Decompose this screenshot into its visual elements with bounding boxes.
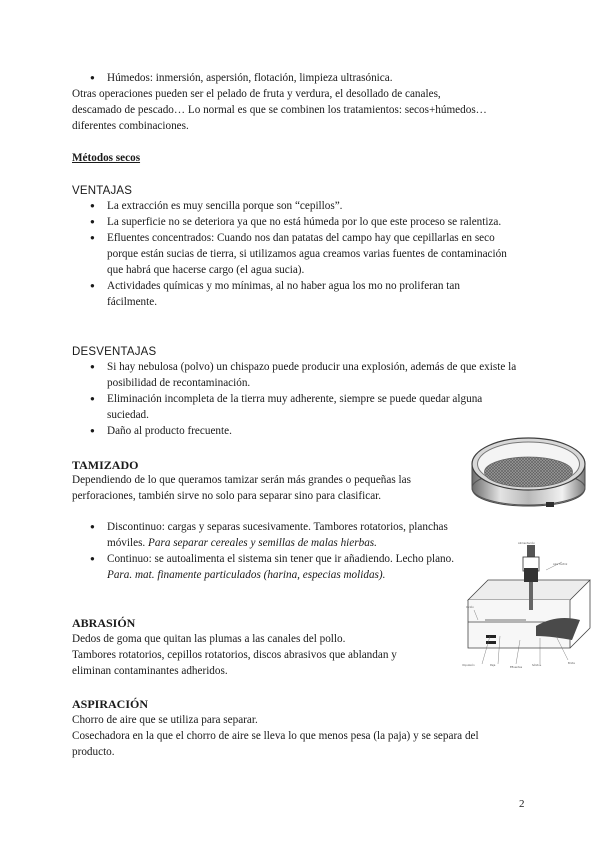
- list-item: ● La superficie no se deteriora ya que no está húmeda por lo que este proceso se ralentiza.: [72, 214, 512, 230]
- desventajas-list: [72, 359, 517, 439]
- item-example: Para separar cereales y semillas de malas hierbas.: [148, 537, 377, 549]
- section-heading-aspiracion: ASPIRACIÓN: [72, 697, 149, 711]
- list-item: [72, 519, 457, 551]
- item-text: Continuo: se autoalimenta el sistema sin tener que ir añadiendo. Lecho plano.: [107, 553, 455, 565]
- abrasion-line: Tambores rotatorios, cepillos rotatorios, discos abrasivos que ablandan y: [72, 649, 397, 661]
- abrasion-line: eliminan contaminantes adheridos.: [72, 665, 228, 677]
- sieve-icon: [466, 432, 591, 520]
- list-item: ● Si hay nebulosa (polvo) un chispazo puede producir una explosión, además de que existe la posibilidad de recontaminación.: [72, 359, 517, 391]
- svg-text:Impulsión: Impulsión: [462, 664, 475, 667]
- svg-text:Ciclón: Ciclón: [466, 606, 474, 609]
- item-text: Discontinuo: cargas y separas sucesivamente. Tambores rotatorios, planchas móviles.: [107, 521, 448, 549]
- intro-paragraph-line: descamado de pescado… Lo normal es que se combinen los tratamientos: secos+húmedos…: [72, 104, 487, 116]
- page-number: 2: [519, 798, 525, 810]
- list-item: ● La extracción es muy sencilla porque son “cepillos”.: [72, 198, 512, 214]
- list-item: ● Actividades químicas y mo mínimas, al no haber agua los mo no proliferan tan fácilmente.: [72, 278, 512, 310]
- section-heading-abrasion: ABRASIÓN: [72, 616, 136, 630]
- item-example: Para. mat. finamente particulados (harina, especias molidas).: [107, 569, 386, 581]
- svg-text:Alimentación: Alimentación: [518, 542, 535, 545]
- section-heading-tamizado: TAMIZADO: [72, 458, 139, 472]
- svg-text:Paja: Paja: [490, 664, 496, 667]
- list-item: [72, 551, 457, 583]
- ventajas-list: [72, 198, 512, 310]
- list-item: ● Eliminación incompleta de la tierra muy adherente, siempre se puede quedar alguna suciedad.: [72, 391, 517, 423]
- sieve-illustration: [466, 432, 591, 520]
- abrasion-machine-diagram: [460, 540, 596, 670]
- list-item: ● Efluentes concentrados: Cuando nos dan patatas del campo hay que cepillarlas en seco porque están sucias de tierra, si utilizamos agua creamos varias fuentes de contaminación que habrá que hacerse cargo (el agua sucia).: [72, 230, 512, 278]
- aspiracion-line: Cosechadora en la que el chorro de aire se lleva lo que menos pesa (la paja) y se separa del: [72, 730, 479, 742]
- tamizado-list: [72, 519, 457, 583]
- svg-text:Efluentes: Efluentes: [510, 666, 523, 669]
- svg-text:Brida: Brida: [568, 662, 575, 665]
- ventajas-label: VENTAJAS: [72, 185, 133, 197]
- desventajas-label: DESVENTAJAS: [72, 346, 157, 358]
- abrasion-line: Dedos de goma que quitan las plumas a las canales del pollo.: [72, 633, 346, 645]
- list-item: ● Daño al producto frecuente.: [72, 423, 517, 439]
- tamizado-line: Dependiendo de lo que queramos tamizar serán más grandes o pequeñas las: [72, 474, 411, 486]
- svg-text:Aire motriz: Aire motriz: [553, 563, 568, 566]
- list-item: ● Húmedos: inmersión, aspersión, flotación, limpieza ultrasónica.: [72, 70, 512, 86]
- intro-paragraph-line: Otras operaciones pueden ser el pelado de fruta y verdura, el desollado de canales,: [72, 88, 441, 100]
- aspiracion-line: producto.: [72, 746, 115, 758]
- intro-list: [72, 70, 512, 86]
- intro-paragraph-line: diferentes combinaciones.: [72, 120, 189, 132]
- svg-text:Sólidos: Sólidos: [532, 664, 542, 667]
- section-heading-metodos-secos: Métodos secos: [72, 152, 141, 164]
- tamizado-line: perforaciones, también sirve no solo para separar sino para clasificar.: [72, 490, 382, 502]
- abrasion-machine-icon: [460, 540, 596, 670]
- aspiracion-line: Chorro de aire que se utiliza para separar.: [72, 714, 258, 726]
